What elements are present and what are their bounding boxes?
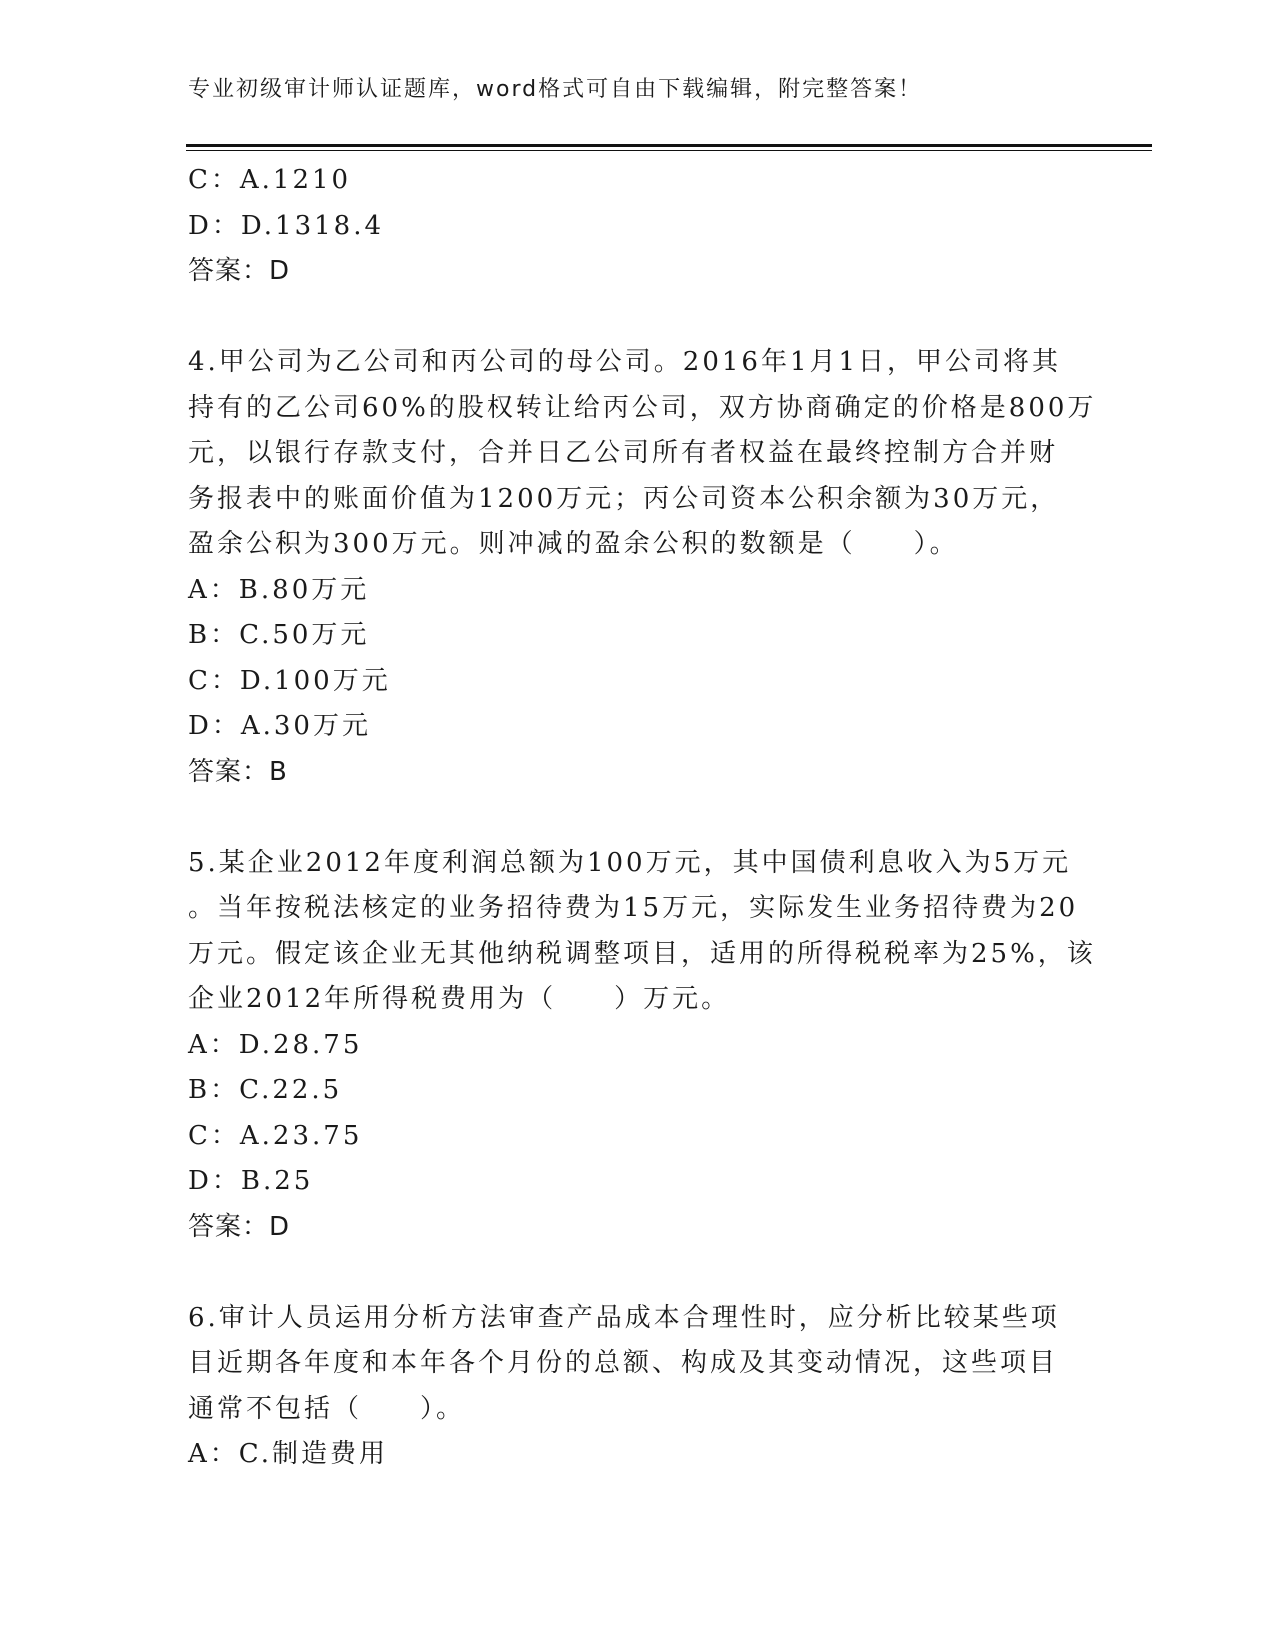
header-rule <box>186 144 1152 147</box>
question-stem-5 <box>188 841 1096 1023</box>
stem-line: 6.审计人员运用分析方法审查产品成本合理性时，应分析比较某些项 <box>188 1302 1060 1333</box>
stem-line: 万元。假定该企业无其他纳税调整项目，适用的所得税税率为25%，该 <box>188 938 1096 969</box>
option-a: A：C.制造费用 <box>188 1439 389 1469</box>
option-c: C：A.1210 <box>188 165 352 195</box>
option-d: D：D.1318.4 <box>188 210 385 241</box>
stem-line: 。当年按税法核定的业务招待费为15万元，实际发生业务招待费为20 <box>188 893 1079 923</box>
option-b: B：C.50万元 <box>188 620 370 650</box>
answer: 答案：D <box>188 256 291 286</box>
question-content <box>188 158 1097 1478</box>
stem-line: 务报表中的账面价值为1200万元；丙公司资本公积余额为30万元， <box>188 483 1060 514</box>
answer: 答案：B <box>188 756 288 787</box>
stem-line: 盈余公积为300万元。则冲减的盈余公积的数额是（ ）。 <box>188 529 959 559</box>
stem-line: 持有的乙公司60%的股权转让给丙公司，双方协商确定的价格是800万 <box>188 392 1097 423</box>
spacer <box>188 295 1088 341</box>
stem-line: 通常不包括（ ）。 <box>188 1393 466 1424</box>
stem-line: 目近期各年度和本年各个月份的总额、构成及其变动情况，这些项目 <box>188 1348 1059 1378</box>
option-c: C：D.100万元 <box>188 665 391 696</box>
question-stem-4 <box>188 340 1097 568</box>
stem-line: 5.某企业2012年度利润总额为100万元，其中国债利息收入为5万元 <box>188 847 1072 878</box>
spacer <box>188 1250 1088 1296</box>
spacer <box>188 795 1088 841</box>
option-d: D：B.25 <box>188 1166 314 1196</box>
option-b: B：C.22.5 <box>188 1075 343 1105</box>
option-d: D：A.30万元 <box>188 711 371 741</box>
answer: 答案：D <box>188 1211 291 1242</box>
option-c: C：A.23.75 <box>188 1120 363 1151</box>
stem-line: 企业2012年所得税费用为（ ）万元。 <box>188 984 731 1014</box>
option-a: A：B.80万元 <box>188 574 370 605</box>
stem-line: 4.甲公司为乙公司和丙公司的母公司。2016年1月1日，甲公司将其 <box>188 347 1062 377</box>
page-header: 专业初级审计师认证题库，word格式可自由下载编辑，附完整答案！ <box>188 77 923 102</box>
question-stem-6 <box>188 1296 1088 1433</box>
header-rule-thin <box>186 150 1152 151</box>
option-a: A：D.28.75 <box>188 1029 363 1060</box>
stem-line: 元，以银行存款支付，合并日乙公司所有者权益在最终控制方合并财 <box>188 438 1059 468</box>
